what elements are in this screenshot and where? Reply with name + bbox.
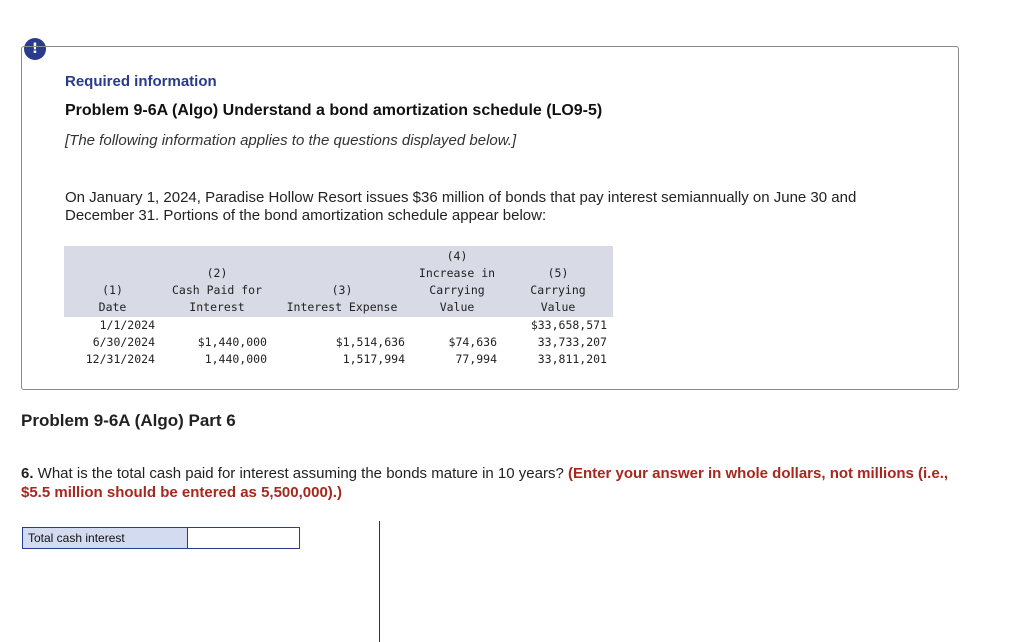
applies-note: [The following information applies to the questions displayed below.]	[65, 132, 517, 149]
cell-expense	[273, 317, 411, 334]
cell-date: 1/1/2024	[99, 318, 155, 332]
total-cash-interest-input[interactable]	[188, 528, 299, 548]
question-text	[21, 464, 951, 502]
header-carrying-line2: Value	[540, 300, 576, 314]
required-info-panel	[21, 46, 959, 390]
header-cash-line2: Interest	[189, 300, 245, 314]
header-increase-line1: Carrying	[429, 283, 485, 297]
cell-date: 12/31/2024	[85, 352, 155, 366]
column-divider	[379, 521, 380, 642]
exclamation-icon: !	[24, 38, 46, 60]
header-interest-expense	[273, 246, 411, 317]
cell-expense: $1,514,636	[335, 335, 405, 349]
header-date-label: Date	[98, 300, 127, 314]
header-carrying-value	[503, 246, 613, 317]
header-carrying-num: (5)	[547, 266, 569, 280]
cell-expense: 1,517,994	[342, 352, 405, 366]
required-info-heading: Required information	[65, 73, 217, 90]
cell-increase	[411, 317, 503, 334]
header-increase-carrying	[411, 246, 503, 317]
header-increase-line2: Value	[439, 300, 475, 314]
cell-date: 6/30/2024	[92, 335, 155, 349]
header-increase-line0: Increase in	[418, 266, 496, 280]
question-body: What is the total cash paid for interest assuming the bonds mature in 10 years?	[33, 465, 568, 482]
problem-title: Problem 9-6A (Algo) Understand a bond amortization schedule (LO9-5)	[65, 102, 603, 119]
total-cash-interest-label: Total cash interest	[23, 528, 188, 548]
problem-intro: On January 1, 2024, Paradise Hollow Resort issues $36 million of bonds that pay interest semiannually on June 30 and December 31. Portions of the bond amortization schedule appear below:	[65, 189, 857, 224]
amortization-schedule-table	[64, 246, 613, 368]
cell-increase: 77,994	[455, 352, 497, 366]
table-row	[64, 317, 613, 334]
header-cash-num: (2)	[206, 266, 228, 280]
part-title: Problem 9-6A (Algo) Part 6	[21, 411, 236, 430]
cell-carrying: $33,658,571	[530, 318, 607, 332]
header-expense-label: Interest Expense	[286, 300, 398, 314]
header-increase-num: (4)	[446, 249, 468, 263]
cell-cash	[161, 317, 273, 334]
header-date	[64, 246, 161, 317]
table-row	[64, 334, 613, 351]
header-cash-line1: Cash Paid for	[171, 283, 262, 297]
header-expense-num: (3)	[331, 283, 353, 297]
table-header-row	[64, 246, 613, 317]
cell-cash: 1,440,000	[204, 352, 267, 366]
cell-increase: $74,636	[448, 335, 497, 349]
cell-carrying: 33,733,207	[537, 335, 607, 349]
header-carrying-line1: Carrying	[530, 283, 586, 297]
cell-carrying: 33,811,201	[537, 352, 607, 366]
answer-row	[22, 527, 300, 549]
question-number: 6.	[21, 465, 34, 482]
header-date-num: (1)	[102, 283, 123, 297]
cell-cash: $1,440,000	[197, 335, 267, 349]
table-row	[64, 351, 613, 368]
question-instruction: (Enter your answer in whole dollars, not millions (i.e., $5.5 million should be entered as 5,500,000).)	[21, 465, 949, 501]
header-cash-paid	[161, 246, 273, 317]
